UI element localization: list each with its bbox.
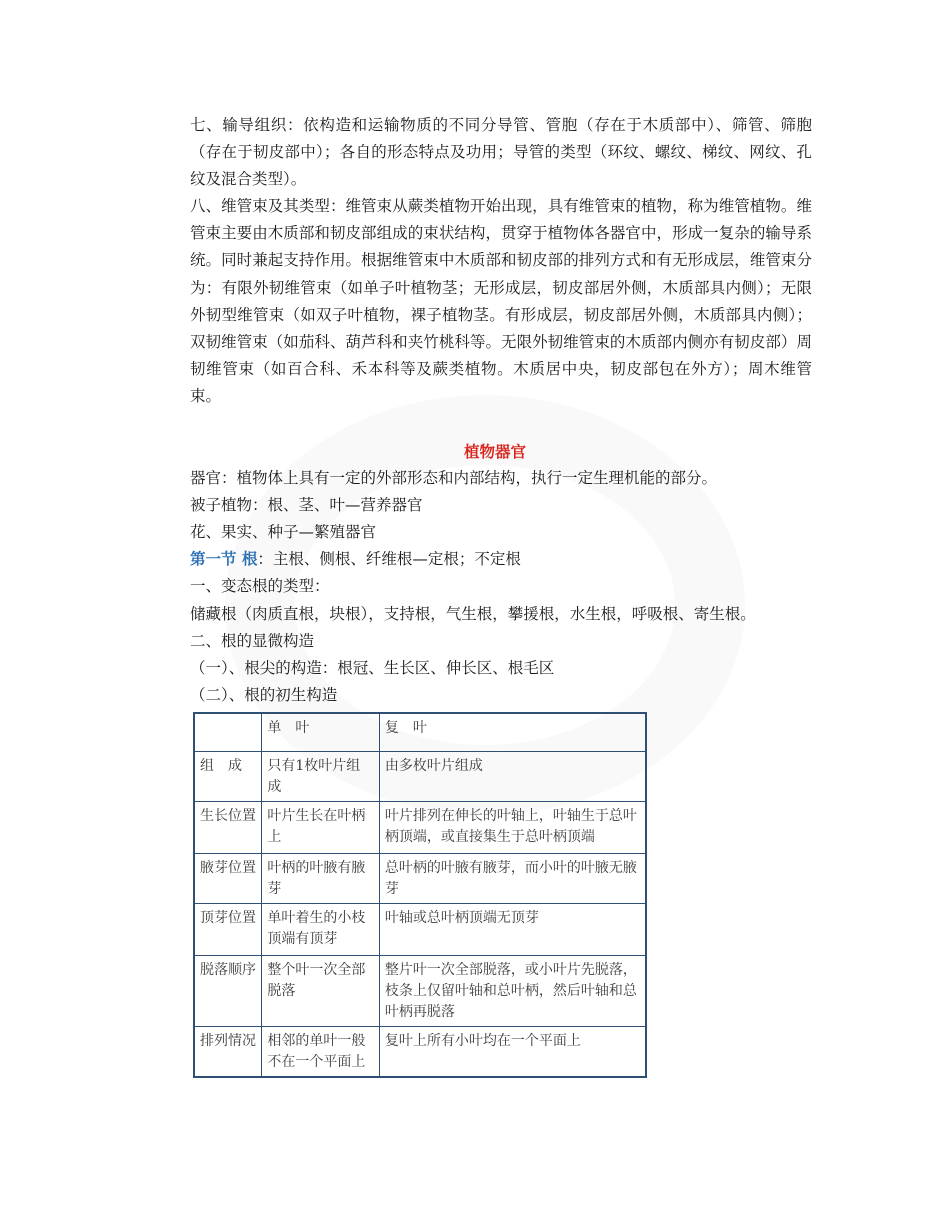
table-cell: 由多枚叶片组成 — [379, 752, 646, 802]
table-cell: 叶柄的叶腋有腋芽 — [262, 854, 380, 904]
metamorphic-root-list: 储藏根（肉质直根，块根），支持根，气生根，攀援根，水生根，呼吸根、寄生根。 — [190, 605, 756, 623]
table-row-label: 腋芽位置 — [194, 854, 262, 904]
root-tip-structure: （一）、根尖的构造：根冠、生长区、伸长区、根毛区 — [190, 659, 555, 677]
table-row — [194, 956, 646, 1027]
table-cell: 叶片排列在伸长的叶轴上，叶轴生于总叶柄顶端，或直接集生于总叶柄顶端 — [379, 802, 646, 854]
table-row-label: 组 成 — [194, 752, 262, 802]
table-cell: 整片叶一次全部脱落，或小叶片先脱落，枝条上仅留叶轴和总叶柄，然后叶轴和总叶柄再脱落 — [379, 956, 646, 1027]
table-cell: 整个叶一次全部脱落 — [262, 956, 380, 1027]
microstructure-heading: 二、根的显微构造 — [190, 632, 315, 650]
table-row-label: 顶芽位置 — [194, 904, 262, 956]
table-cell: 总叶柄的叶腋有腋芽，而小叶的叶腋无腋芽 — [379, 854, 646, 904]
table-cell: 只有1枚叶片组成 — [262, 752, 380, 802]
table-row — [194, 752, 646, 802]
section-title: 植物器官 — [463, 443, 526, 461]
angiosperm-line: 被子植物：根、茎、叶—营养器官 — [190, 496, 423, 514]
paragraph-conducting-tissue: 七、输导组织：依构造和运输物质的不同分导管、管胞（存在于木质部中）、筛管、筛胞（存在于韧皮部中）；各自的形态特点及功用；导管的类型（环纹、螺纹、梯纹、网纹、孔纹及混合类型）。 — [190, 116, 812, 189]
table-header-row — [194, 713, 646, 752]
table-row — [194, 904, 646, 956]
chapter-label: 第一节 根 — [190, 550, 258, 568]
table-cell: 单叶着生的小枝顶端有顶芽 — [262, 904, 380, 956]
paragraph-vascular-bundle: 八、维管束及其类型：维管束从蕨类植物开始出现，具有维管束的植物，称为维管植物。维管束主要由木质部和韧皮部组成的束状结构，贯穿于植物体各器官中，形成一复杂的输导系统。同时兼起支持作用。根据维管束中木质部和韧皮部的排列方式和有无形成层，维管束分为：有限外韧维管束（如单子叶植物茎；无形成层，韧皮部居外侧，木质部具内侧）；无限外韧型维管束（如双子叶植物，裸子植物茎。有形成层，韧皮部居外侧，木质部具内侧）；双韧维管束（如茄科、葫芦科和夹竹桃科等。无限外韧维管束的木质部内侧亦有韧皮部）周韧维管束（如百合科、禾本科等及蕨类植物。木质居中央，韧皮部包在外方）；周木维管束。 — [190, 197, 812, 406]
table-header-cell — [194, 713, 262, 752]
table-row — [194, 802, 646, 854]
leaf-comparison-table — [193, 712, 647, 1078]
table-row — [194, 1027, 646, 1078]
root-primary-structure: （二）、根的初生构造 — [190, 686, 338, 704]
table-row-label: 脱落顺序 — [194, 956, 262, 1027]
table-row — [194, 854, 646, 904]
table-cell: 相邻的单叶一般不在一个平面上 — [262, 1027, 380, 1078]
table-cell: 叶轴或总叶柄顶端无顶芽 — [379, 904, 646, 956]
chapter-rest: ：主根、侧根、纤维根—定根；不定根 — [257, 550, 521, 568]
table-row-label: 排列情况 — [194, 1027, 262, 1078]
organ-definition: 器官：植物体上具有一定的外部形态和内部结构，执行一定生理机能的部分。 — [190, 469, 718, 487]
metamorphic-root-heading: 一、变态根的类型： — [190, 577, 330, 595]
table-header-cell: 单 叶 — [262, 713, 380, 752]
reproductive-organs-line: 花、果实、种子—繁殖器官 — [190, 523, 377, 541]
chapter-root-line — [190, 547, 521, 571]
table-cell: 叶片生长在叶柄上 — [262, 802, 380, 854]
table-row-label: 生长位置 — [194, 802, 262, 854]
table-header-cell: 复 叶 — [379, 713, 646, 752]
table-cell: 复叶上所有小叶均在一个平面上 — [379, 1027, 646, 1078]
